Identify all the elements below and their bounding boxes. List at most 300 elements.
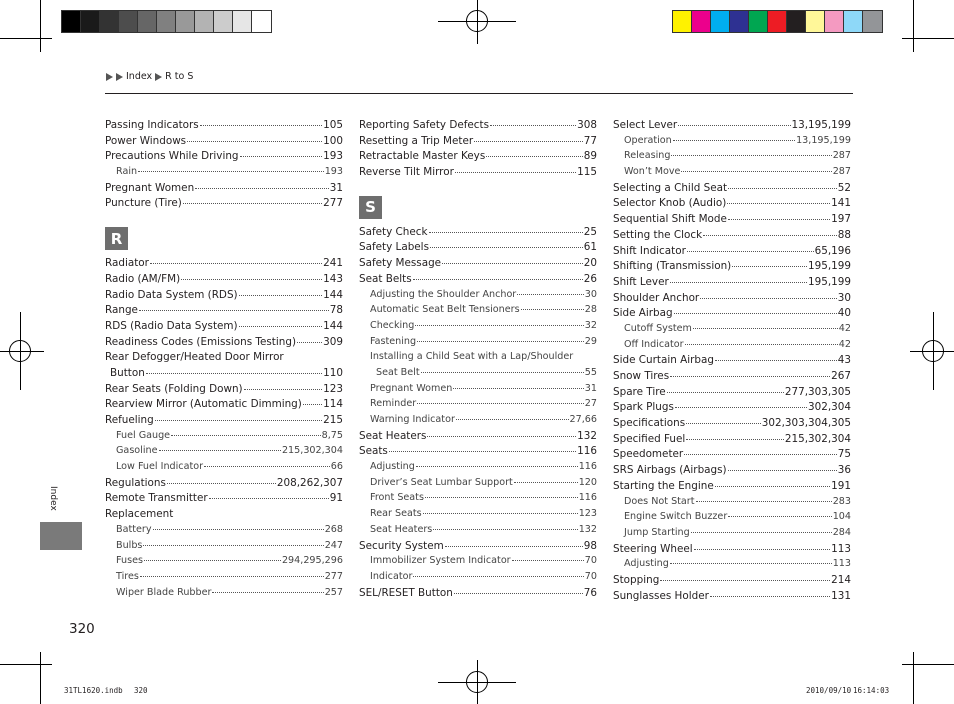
- dot-leader: [429, 232, 583, 233]
- index-entry[interactable]: [359, 430, 597, 446]
- page-reference[interactable]: 193: [323, 150, 343, 163]
- dot-leader: [303, 404, 322, 405]
- page-reference[interactable]: 247: [324, 539, 343, 551]
- page-reference[interactable]: 42: [838, 338, 851, 350]
- index-entry[interactable]: [613, 574, 851, 590]
- page-reference[interactable]: 65,196: [814, 244, 851, 257]
- page-reference[interactable]: 61: [583, 241, 597, 254]
- index-entry[interactable]: [359, 273, 597, 289]
- page-reference[interactable]: 287: [832, 150, 851, 162]
- page-reference[interactable]: 283: [832, 495, 851, 507]
- index-entry[interactable]: [613, 307, 851, 323]
- page-reference[interactable]: 98: [583, 539, 597, 552]
- dot-leader: [183, 203, 322, 204]
- index-subentry[interactable]: [359, 492, 597, 508]
- page-reference[interactable]: 20: [583, 257, 597, 270]
- dot-leader: [687, 251, 814, 252]
- index-subentry[interactable]: [105, 461, 343, 477]
- index-entry[interactable]: [613, 480, 851, 496]
- page-reference[interactable]: 197: [831, 213, 851, 226]
- gray-swatch: [195, 11, 214, 32]
- page-reference[interactable]: 294,295,296: [281, 555, 343, 567]
- dot-leader: [413, 279, 583, 280]
- page-reference[interactable]: 257: [324, 586, 343, 598]
- header-rule: [105, 93, 853, 94]
- index-entry[interactable]: [105, 508, 343, 524]
- page-reference[interactable]: 302,303,304,305: [761, 417, 851, 430]
- dot-leader: [239, 295, 323, 296]
- page-reference[interactable]: 113: [831, 542, 851, 555]
- page-reference[interactable]: 308: [577, 119, 597, 131]
- index-entry[interactable]: [613, 354, 851, 370]
- index-entry[interactable]: [359, 257, 597, 273]
- dot-leader: [167, 483, 276, 484]
- dot-leader: [171, 435, 321, 436]
- page-reference[interactable]: 267: [831, 370, 851, 382]
- index-subentry[interactable]: [105, 571, 343, 587]
- dot-leader: [715, 486, 830, 487]
- index-subentry[interactable]: [359, 304, 597, 320]
- dot-leader: [417, 403, 584, 404]
- gray-swatch: [252, 11, 271, 32]
- index-entry[interactable]: [105, 492, 343, 508]
- page-number: 320: [69, 621, 95, 637]
- entry-title: Regulations: [105, 476, 166, 489]
- index-entry[interactable]: [613, 464, 851, 480]
- page-reference[interactable]: 241: [323, 257, 343, 270]
- index-entry[interactable]: [359, 166, 597, 182]
- dot-leader: [389, 451, 576, 452]
- index-entry[interactable]: [613, 386, 851, 402]
- dot-leader: [670, 376, 830, 377]
- index-subentry[interactable]: [613, 323, 851, 339]
- color-swatch: [787, 11, 806, 32]
- index-subentry[interactable]: [359, 477, 597, 493]
- index-subentry[interactable]: [359, 367, 597, 383]
- entry-title: Tires: [116, 570, 139, 582]
- index-entry[interactable]: [359, 241, 597, 257]
- page-reference[interactable]: 13,195,199: [796, 134, 851, 146]
- color-swatch: [711, 11, 730, 32]
- page-reference[interactable]: 143: [323, 272, 343, 285]
- page-reference[interactable]: 132: [577, 429, 597, 442]
- entry-title: RDS (Radio Data System): [105, 319, 238, 332]
- gray-swatch: [81, 11, 100, 32]
- dot-leader: [681, 171, 831, 172]
- side-tab[interactable]: [40, 522, 82, 550]
- entry-title: Security System: [359, 539, 444, 552]
- page-reference[interactable]: 78: [329, 304, 343, 317]
- color-swatch: [863, 11, 882, 32]
- entry-title: Reminder: [370, 398, 417, 410]
- page-reference[interactable]: 309: [323, 335, 343, 348]
- entry-title: Wiper Blade Rubber: [116, 586, 212, 598]
- index-subentry[interactable]: [105, 166, 343, 182]
- entry-title: SEL/RESET Button: [359, 586, 453, 599]
- page-reference[interactable]: 144: [323, 319, 343, 332]
- gray-swatch: [214, 11, 233, 32]
- section-letter: R: [105, 227, 128, 250]
- dot-leader: [715, 360, 837, 361]
- index-subentry[interactable]: [359, 524, 597, 540]
- entry-title: Fuel Gauge: [116, 429, 171, 441]
- index-entry[interactable]: [613, 292, 851, 308]
- dot-leader: [517, 294, 584, 295]
- index-entry[interactable]: [105, 197, 343, 213]
- page-reference[interactable]: 88: [837, 228, 851, 241]
- dot-leader: [153, 529, 324, 530]
- dot-leader: [728, 188, 837, 189]
- breadcrumb-index[interactable]: Index: [126, 71, 153, 82]
- index-subentry[interactable]: [105, 555, 343, 571]
- index-subentry[interactable]: [359, 555, 597, 571]
- entry-title: Spare Tire: [613, 385, 666, 398]
- entry-title: Spark Plugs: [613, 401, 674, 414]
- page-reference[interactable]: 30: [837, 291, 851, 304]
- dot-leader: [239, 326, 323, 327]
- entry-title: Starting the Engine: [613, 479, 714, 492]
- registration-mark-left: [9, 340, 31, 362]
- dot-leader: [244, 389, 323, 390]
- page-reference[interactable]: 13,195,199: [791, 119, 851, 131]
- color-swatch: [768, 11, 787, 32]
- index-entry[interactable]: [613, 197, 851, 213]
- side-tab-label: Index: [48, 486, 58, 511]
- index-entry[interactable]: [359, 351, 597, 367]
- index-column-1: [105, 119, 343, 602]
- page-reference[interactable]: 215,302,304: [784, 432, 851, 445]
- dot-leader: [209, 498, 329, 499]
- color-swatch: [730, 11, 749, 32]
- page-reference[interactable]: 116: [578, 461, 597, 473]
- entry-title: Radio Data System (RDS): [105, 288, 238, 301]
- page-reference[interactable]: 43: [837, 354, 851, 367]
- entry-title: Checking: [370, 319, 415, 331]
- index-entry[interactable]: [105, 477, 343, 493]
- index-subentry[interactable]: [613, 135, 851, 151]
- index-subentry[interactable]: [359, 320, 597, 336]
- dot-leader: [700, 298, 837, 299]
- gray-swatch: [176, 11, 195, 32]
- page-reference[interactable]: 144: [323, 288, 343, 301]
- page-reference[interactable]: 141: [831, 197, 851, 210]
- dot-leader: [691, 532, 832, 533]
- entry-title: Automatic Seat Belt Tensioners: [370, 304, 520, 316]
- page-reference[interactable]: 52: [837, 181, 851, 194]
- page-reference[interactable]: 193: [324, 166, 343, 178]
- dot-leader: [415, 325, 583, 326]
- page-reference[interactable]: 287: [832, 166, 851, 178]
- page-reference[interactable]: 28: [584, 304, 597, 316]
- entry-title: Adjusting the Shoulder Anchor: [370, 288, 517, 300]
- page-reference[interactable]: 195,199: [808, 275, 851, 288]
- index-entry[interactable]: [105, 336, 343, 352]
- page-reference[interactable]: 55: [584, 366, 597, 378]
- page-reference[interactable]: 302,304: [808, 401, 851, 414]
- index-subentry[interactable]: [613, 558, 851, 574]
- entry-title: Rear Defogger/Heated Door Mirror: [105, 351, 284, 364]
- entry-title: Cutoff System: [624, 322, 692, 334]
- index-entry[interactable]: [359, 150, 597, 166]
- page-reference[interactable]: 110: [323, 366, 343, 379]
- dot-leader: [181, 279, 322, 280]
- color-swatch: [749, 11, 768, 32]
- dot-leader: [486, 156, 583, 157]
- entry-title: Driver’s Seat Lumbar Support: [370, 476, 513, 488]
- page-reference[interactable]: 115: [577, 166, 597, 179]
- page-reference[interactable]: 195,199: [808, 260, 851, 273]
- index-entry[interactable]: [613, 417, 851, 433]
- page-reference[interactable]: 123: [578, 508, 597, 520]
- page-reference[interactable]: 100: [323, 134, 343, 147]
- index-subentry[interactable]: [613, 150, 851, 166]
- dot-leader: [413, 576, 583, 577]
- page-reference[interactable]: 105: [323, 119, 343, 131]
- index-entry[interactable]: [105, 304, 343, 320]
- page-reference[interactable]: 27,66: [569, 414, 597, 425]
- page-reference[interactable]: 114: [323, 398, 343, 411]
- index-entry[interactable]: [105, 383, 343, 399]
- footer-file-page: 320: [134, 686, 148, 695]
- entry-title: Readiness Codes (Emissions Testing): [105, 335, 297, 348]
- dot-leader: [453, 388, 583, 389]
- dot-leader: [421, 372, 584, 373]
- page-reference[interactable]: 277: [323, 197, 343, 210]
- dot-leader: [297, 342, 322, 343]
- dot-leader: [455, 172, 576, 173]
- dot-leader: [693, 328, 838, 329]
- entry-title: Passing Indicators: [105, 119, 199, 131]
- index-subentry[interactable]: [105, 430, 343, 446]
- index-entry[interactable]: [105, 150, 343, 166]
- registration-mark-right: [922, 340, 944, 362]
- page-reference[interactable]: 89: [583, 150, 597, 163]
- entry-title: Side Airbag: [613, 307, 673, 320]
- page-reference[interactable]: 215: [323, 414, 343, 426]
- index-entry[interactable]: [613, 543, 851, 559]
- entry-title: Adjusting: [624, 558, 669, 570]
- index-subentry[interactable]: [613, 166, 851, 182]
- index-subentry[interactable]: [359, 289, 597, 305]
- page-reference[interactable]: 27: [584, 398, 597, 410]
- index-entry[interactable]: [105, 257, 343, 273]
- page-reference[interactable]: 113: [832, 558, 851, 570]
- breadcrumb-section[interactable]: R to S: [165, 71, 194, 82]
- index-entry[interactable]: [613, 245, 851, 261]
- page-reference[interactable]: 25: [583, 225, 597, 238]
- index-subentry[interactable]: [613, 339, 851, 355]
- dot-leader: [671, 155, 831, 156]
- page-reference[interactable]: 277,303,305: [784, 385, 851, 398]
- index-entry[interactable]: [105, 320, 343, 336]
- page-reference[interactable]: 91: [329, 492, 343, 505]
- dot-leader: [200, 125, 322, 126]
- index-subentry[interactable]: [105, 445, 343, 461]
- index-entry[interactable]: [613, 119, 851, 135]
- page-reference[interactable]: 215,302,304: [281, 445, 343, 457]
- page-reference[interactable]: 77: [583, 134, 597, 147]
- dot-leader: [187, 141, 322, 142]
- entry-title: Sequential Shift Mode: [613, 213, 727, 226]
- dot-leader: [204, 466, 330, 467]
- index-subentry[interactable]: [359, 508, 597, 524]
- entry-title: Setting the Clock: [613, 228, 703, 241]
- index-entry[interactable]: [359, 587, 597, 603]
- entry-title: Jump Starting: [624, 526, 690, 538]
- page-reference[interactable]: 123: [323, 382, 343, 395]
- dot-leader: [143, 545, 323, 546]
- page-reference[interactable]: 132: [578, 523, 597, 535]
- index-entry[interactable]: [613, 433, 851, 449]
- entry-title: Shift Lever: [613, 275, 669, 288]
- index-entry[interactable]: [359, 445, 597, 461]
- page-reference[interactable]: 277: [324, 570, 343, 582]
- index-entry[interactable]: [613, 229, 851, 245]
- index-subentry[interactable]: [359, 461, 597, 477]
- index-entry[interactable]: [105, 398, 343, 414]
- footer-time: 16:14:03: [853, 686, 890, 695]
- index-entry[interactable]: [105, 289, 343, 305]
- dot-leader: [140, 576, 324, 577]
- dot-leader: [454, 593, 583, 594]
- page-reference[interactable]: 120: [578, 476, 597, 488]
- entry-title: Snow Tires: [613, 370, 670, 382]
- page-reference[interactable]: 30: [584, 288, 597, 300]
- index-entry[interactable]: [359, 135, 597, 151]
- entry-title: Side Curtain Airbag: [613, 354, 714, 367]
- page-reference[interactable]: 191: [831, 479, 851, 492]
- index-subentry[interactable]: [613, 527, 851, 543]
- index-entry[interactable]: [105, 367, 343, 383]
- entry-title: Pregnant Women: [370, 382, 453, 394]
- dot-leader: [150, 263, 322, 264]
- color-swatch: [844, 11, 863, 32]
- entry-title: Rear Seats (Folding Down): [105, 382, 243, 395]
- dot-leader: [416, 466, 578, 467]
- page-reference[interactable]: 76: [583, 586, 597, 599]
- index-entry[interactable]: [359, 119, 597, 135]
- index-entry[interactable]: [613, 276, 851, 292]
- dot-leader: [660, 580, 830, 581]
- index-entry[interactable]: [105, 273, 343, 289]
- index-entry[interactable]: [613, 182, 851, 198]
- entry-title: Immobilizer System Indicator: [370, 555, 511, 567]
- index-entry[interactable]: [613, 401, 851, 417]
- index-entry[interactable]: [105, 182, 343, 198]
- page-reference[interactable]: 29: [584, 335, 597, 347]
- page-reference[interactable]: 131: [831, 589, 851, 602]
- index-subentry[interactable]: [613, 496, 851, 512]
- dot-leader: [240, 156, 323, 157]
- index-subentry[interactable]: [359, 414, 597, 430]
- page-reference[interactable]: 208,262,307: [276, 476, 343, 489]
- page-reference[interactable]: 40: [837, 307, 851, 320]
- page-reference[interactable]: 214: [831, 573, 851, 586]
- page-reference[interactable]: 66: [330, 461, 343, 473]
- dot-leader: [684, 454, 837, 455]
- page-reference[interactable]: 8,75: [321, 429, 343, 441]
- dot-leader: [686, 423, 761, 424]
- entry-title: Indicator: [370, 570, 413, 582]
- dot-leader: [686, 439, 784, 440]
- page-reference[interactable]: 42: [838, 322, 851, 334]
- page-reference[interactable]: 104: [832, 511, 851, 523]
- entry-title: Replacement: [105, 508, 174, 521]
- index-subentry[interactable]: [105, 587, 343, 603]
- dot-leader: [427, 436, 576, 437]
- entry-title: Front Seats: [370, 492, 424, 504]
- index-entry[interactable]: [105, 351, 343, 367]
- entry-title: Battery: [116, 523, 152, 535]
- entry-title: Shifting (Transmission): [613, 260, 732, 273]
- index-subentry[interactable]: [105, 524, 343, 540]
- index-entry[interactable]: [105, 119, 343, 135]
- page-reference[interactable]: 26: [583, 272, 597, 285]
- page-reference[interactable]: 284: [832, 526, 851, 538]
- entry-title: Seat Heaters: [359, 429, 427, 442]
- index-entry[interactable]: [613, 260, 851, 276]
- dot-leader: [675, 407, 807, 408]
- page-reference[interactable]: 116: [578, 492, 597, 504]
- index-subentry[interactable]: [359, 398, 597, 414]
- dot-leader: [474, 141, 583, 142]
- index-entry[interactable]: [105, 414, 343, 430]
- dot-leader: [512, 560, 584, 561]
- entry-title: Specifications: [613, 417, 686, 430]
- page-reference[interactable]: 32: [584, 319, 597, 331]
- index-entry[interactable]: [105, 135, 343, 151]
- page-reference[interactable]: 31: [584, 382, 597, 394]
- dot-leader: [667, 392, 784, 393]
- index-subentry[interactable]: [105, 540, 343, 556]
- entry-title: Does Not Start: [624, 495, 695, 507]
- entry-title: Sunglasses Holder: [613, 589, 709, 602]
- index-entry[interactable]: [613, 448, 851, 464]
- page-reference[interactable]: 268: [324, 523, 343, 535]
- index-subentry[interactable]: [359, 336, 597, 352]
- index-entry[interactable]: [613, 590, 851, 606]
- dot-leader: [732, 266, 807, 267]
- dot-leader: [685, 344, 838, 345]
- page-reference[interactable]: 75: [837, 448, 851, 461]
- dot-leader: [425, 497, 578, 498]
- entry-title: Rear Seats: [370, 508, 422, 520]
- gray-swatch: [119, 11, 138, 32]
- page-reference[interactable]: 70: [584, 555, 597, 567]
- section-letter: S: [359, 196, 382, 219]
- entry-title: Safety Labels: [359, 241, 429, 254]
- index-entry[interactable]: [613, 370, 851, 386]
- entry-title: Radio (AM/FM): [105, 272, 181, 285]
- entry-title: Remote Transmitter: [105, 492, 208, 505]
- page-reference[interactable]: 36: [837, 464, 851, 477]
- index-entry[interactable]: [613, 213, 851, 229]
- gray-swatch: [157, 11, 176, 32]
- entry-title: Speedometer: [613, 448, 684, 461]
- entry-title: Safety Message: [359, 257, 442, 270]
- page-reference[interactable]: 116: [577, 445, 597, 458]
- page-reference[interactable]: 31: [329, 181, 343, 194]
- index-subentry[interactable]: [613, 511, 851, 527]
- index-entry[interactable]: [359, 226, 597, 242]
- index-subentry[interactable]: [359, 383, 597, 399]
- index-subentry[interactable]: [359, 571, 597, 587]
- index-entry[interactable]: [359, 540, 597, 556]
- dot-leader: [678, 125, 790, 126]
- page-reference[interactable]: 70: [584, 570, 597, 582]
- entry-title: Adjusting: [370, 461, 415, 473]
- entry-title: Operation: [624, 134, 672, 146]
